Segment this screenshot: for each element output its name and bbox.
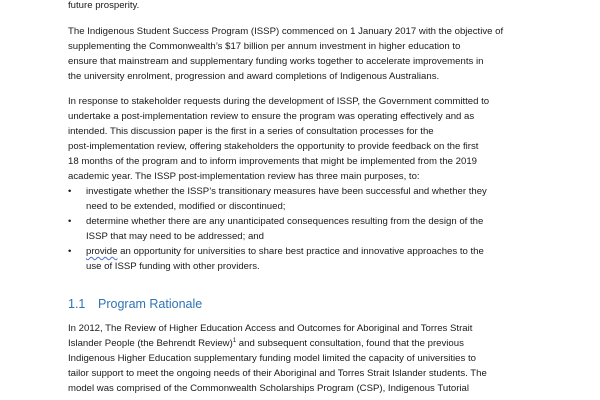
text-line: intended. This discussion paper is the first in a series of consultation processes for the — [68, 126, 434, 137]
text-line: In response to stakeholder requests during the development of ISSP, the Government committed to — [68, 96, 490, 107]
text-run: Islander People (the Behrendt Review) — [68, 338, 233, 349]
text-line: In 2012, The Review of Higher Education Access and Outcomes for Aboriginal and Torres Strait — [68, 323, 473, 334]
list-item — [68, 244, 538, 274]
text-line: undertake a post-implementation review to ensure the program was operating effectively and as — [68, 111, 475, 122]
text-line: The Indigenous Student Success Program (ISSP) commenced on 1 January 2017 with the objective of — [68, 26, 504, 37]
text-line: academic year. The ISSP post-implementation review has three main purposes, to: — [68, 171, 420, 182]
text-line: Indigenous Higher Education supplementary funding model limited the capacity of universities to — [68, 353, 476, 364]
text-line: supplementing the Commonwealth’s $17 billion per annum investment in higher education to — [68, 41, 461, 52]
section-heading — [68, 297, 202, 311]
text-line: use of ISSP funding with other providers. — [86, 261, 260, 272]
text-line: future prosperity. — [68, 0, 140, 11]
bullet-marker: • — [68, 186, 72, 197]
text-line: tailor support to meet the ongoing needs of their Aboriginal and Torres Strait Islander students. The — [68, 368, 487, 379]
section-title: Program Rationale — [98, 297, 203, 311]
bullet-marker: • — [68, 246, 72, 257]
text-line: determine whether there are any unanticipated consequences resulting from the design of the — [86, 216, 484, 227]
section-number: 1.1 — [68, 297, 86, 311]
text-line: model was comprised of the Commonwealth Scholarships Program (CSP), Indigenous Tutorial — [68, 383, 469, 394]
text-line: 18 months of the program and to inform improvements that might be implemented from the 2019 — [68, 156, 478, 167]
text-line: the university enrolment, progression and award completions of Indigenous Australians. — [68, 71, 440, 82]
text-line: ISSP that may need to be addressed; and — [86, 231, 264, 242]
text-run: and subsequent consultation, found that the previous — [236, 338, 464, 349]
paragraph-review-purpose — [68, 94, 538, 184]
bullet-list — [68, 184, 538, 274]
footnote-reference[interactable]: 1 — [232, 337, 237, 344]
list-item — [68, 214, 538, 244]
paragraph-rationale — [68, 321, 538, 396]
text-line: ensure that mainstream and supplementary funding works together to accelerate improvements in — [68, 56, 484, 67]
text-line — [86, 244, 538, 259]
text-run: an opportunity for universities to share best practice and innovative approaches to the — [117, 246, 484, 257]
top-fragment — [68, 0, 538, 13]
paragraph-issp-intro — [68, 24, 538, 84]
text-line: need to be extended, modified or discontinued; — [86, 201, 286, 212]
text-line: investigate whether the ISSP’s transitionary measures have been successful and whether they — [86, 186, 487, 197]
bullet-marker: • — [68, 216, 72, 227]
text-line — [68, 336, 538, 351]
list-item — [68, 184, 538, 214]
spellcheck-flagged-word[interactable]: provide — [86, 246, 118, 257]
text-line: post-implementation review, offering stakeholders the opportunity to provide feedback on the first — [68, 141, 479, 152]
